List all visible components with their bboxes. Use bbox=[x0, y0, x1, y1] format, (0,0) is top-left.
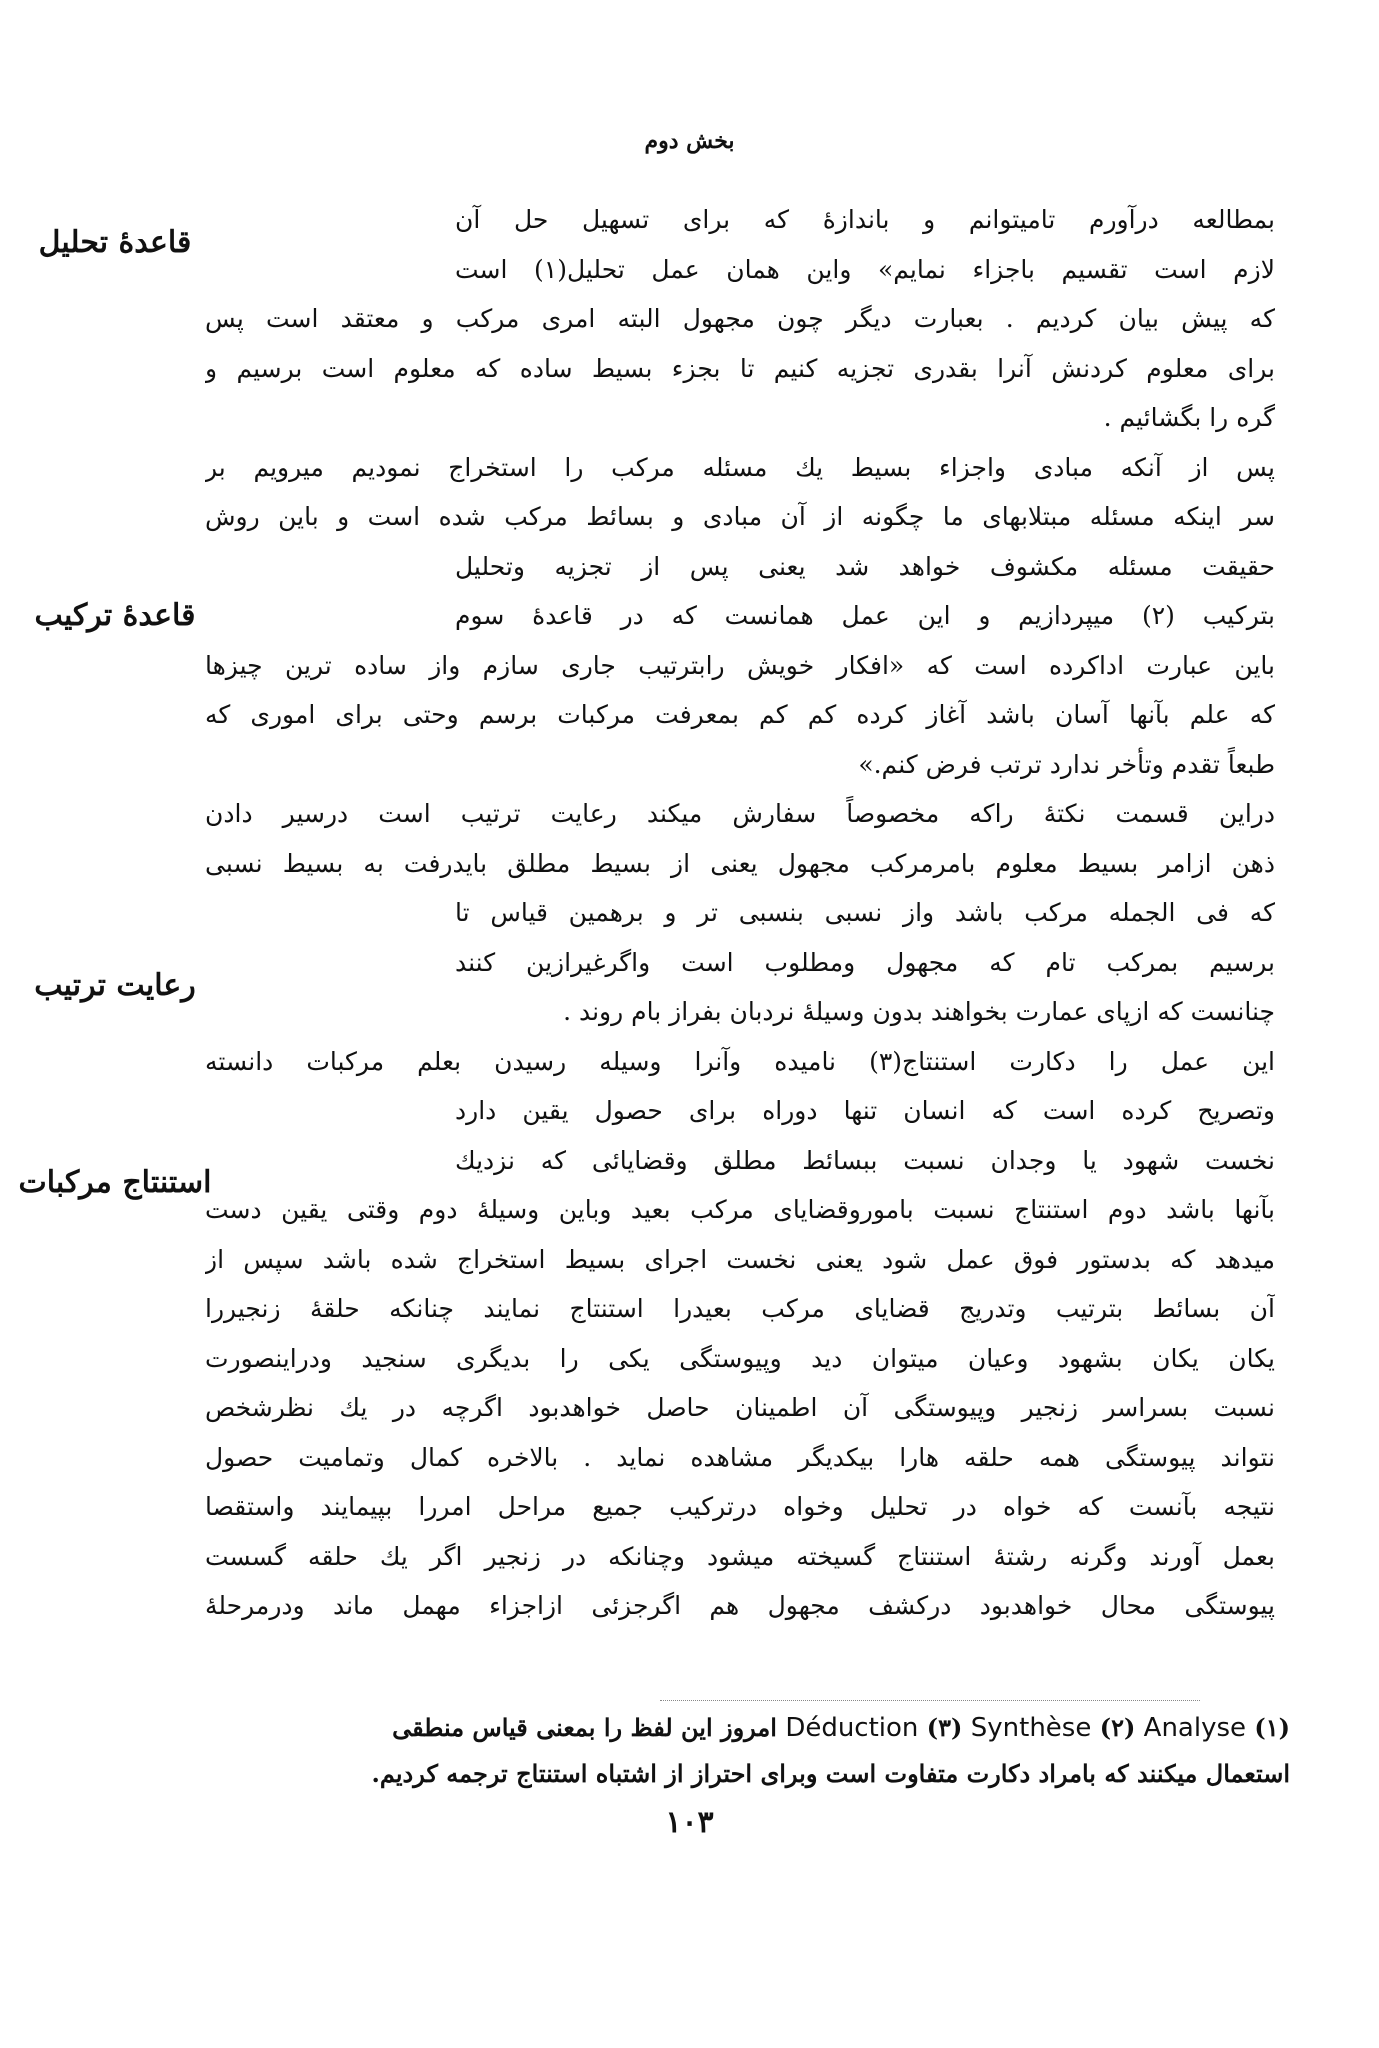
footnote-number: (۲) bbox=[1099, 1713, 1136, 1742]
text-line: آن بسائط بترتیب وتدریج قضایای مرکب بعیدرا استنتاج نمایند چنانکه حلقهٔ زنجیررا bbox=[205, 1294, 1275, 1323]
margin-heading-deduction: استنتاج مرکبات bbox=[18, 1165, 212, 1200]
footnote-number: (۱) bbox=[1254, 1713, 1290, 1742]
margin-heading-analysis: قاعدهٔ تحلیل bbox=[38, 225, 192, 260]
text-line: پیوستگی محال خواهدبود درکشف مجهول هم اگرجزئی ازاجزاء مهمل ماند ودرمرحلهٔ bbox=[205, 1591, 1275, 1620]
text-line: ذهن ازامر بسیط معلوم بامرمرکب مجهول یعنی از بسیط مطلق بایدرفت به بسیط نسبی bbox=[205, 848, 1275, 878]
text-line: بآنها باشد دوم استنتاج نسبت باموروقضایای مرکب بعید وباین وسیلهٔ دوم وقتی یقین دست bbox=[205, 1195, 1275, 1224]
text-line: که پیش بیان کردیم . بعبارت دیگر چون مجهول البته امری مرکب و معتقد است پس bbox=[205, 304, 1275, 333]
text-line: باین عبارت اداکرده است که «افکار خویش رابترتیب جاری سازم واز ساده ترین چیزها bbox=[205, 650, 1275, 680]
text-line: دراین قسمت نکتهٔ راکه مخصوصاً سفارش میکند رعایت ترتیب است درسیر دادن bbox=[205, 799, 1275, 828]
text-line: این عمل را دکارت استنتاج(۳) نامیده وآنرا وسیله رسیدن بعلم مرکبات دانسته bbox=[205, 1046, 1275, 1076]
text-line: برسیم بمرکب تام که مجهول ومطلوب است واگرغیرازین کنند bbox=[455, 947, 1275, 977]
margin-heading-order: رعایت ترتیب bbox=[34, 968, 196, 1003]
text-line: نتیجه بآنست که خواه در تحلیل وخواه درترکیب جمیع مراحل امررا بپیمایند واستقصا bbox=[205, 1492, 1275, 1521]
body-text bbox=[205, 195, 1275, 1631]
text-line: وتصریح کرده است که انسان تنها دوراه برای حصول یقین دارد bbox=[455, 1096, 1275, 1125]
text-line: حقیقت مسئله مکشوف خواهد شد یعنی پس از تجزیه وتحلیل bbox=[455, 551, 1275, 581]
text-line: نسبت بسراسر زنجیر وپیوستگی آن اطمینان حاصل خواهدبود اگرچه در یك نظرشخص bbox=[205, 1393, 1275, 1422]
footnote-line-1 bbox=[205, 1705, 1290, 1751]
text-line: یکان یکان بشهود وعیان میتوان دید وپیوستگی یکی را بدیگری سنجید ودراینصورت bbox=[205, 1343, 1275, 1373]
margin-heading-synthesis: قاعدهٔ ترکیب bbox=[34, 598, 196, 633]
text-line: لازم است تقسیم باجزاء نمایم» واین همان عمل تحلیل(۱) است bbox=[455, 254, 1275, 284]
footnote-number: (۳) bbox=[926, 1713, 963, 1742]
text-line: میدهد که بدستور فوق عمل شود یعنی نخست اجرای بسیط استخراج شده باشد سپس از bbox=[205, 1244, 1275, 1274]
footnote-term: Déduction bbox=[785, 1713, 919, 1743]
footnote-text: امروز این لفظ را بمعنی قیاس منطقی bbox=[392, 1713, 777, 1742]
footnote-term: Synthèse bbox=[970, 1713, 1092, 1743]
text-line: برای معلوم کردنش آنرا بقدری تجزیه کنیم تا بجزء بسیط ساده که معلوم است برسیم و bbox=[205, 353, 1275, 383]
page-number: ۱۰۳ bbox=[665, 1805, 714, 1840]
text-line: طبعاً تقدم وتأخر ندارد ترتب فرض کنم.» bbox=[858, 749, 1275, 779]
footnote-divider bbox=[660, 1700, 1200, 1701]
footnotes bbox=[205, 1705, 1290, 1797]
text-line: که علم بآنها آسان باشد آغاز کرده کم کم بمعرفت مرکبات برسم وحتی برای اموری که bbox=[205, 700, 1275, 729]
text-line: سر اینکه مسئله مبتلابهای ما چگونه از آن مبادی و بسائط مرکب شده است و باین روش bbox=[205, 502, 1275, 531]
text-line: نخست شهود یا وجدان نسبت ببسائط مطلق وقضایائی که نزدیك bbox=[455, 1145, 1275, 1175]
text-line: پس از آنکه مبادی واجزاء بسیط یك مسئله مرکب را استخراج نمودیم میرویم بر bbox=[205, 452, 1275, 482]
footnote-line-2: استعمال میکنند که بامراد دکارت متفاوت است وبرای احتراز از اشتباه استنتاج ترجمه کردیم. bbox=[371, 1759, 1290, 1788]
text-line: چنانست که ازپای عمارت بخواهند بدون وسیلهٔ نردبان بفراز بام روند . bbox=[563, 997, 1275, 1026]
text-line: نتواند پیوستگی همه حلقه هارا بیکدیگر مشاهده نماید . بالاخره کمال وتمامیت حصول bbox=[205, 1442, 1275, 1472]
text-line: بمطالعه درآورم تامیتوانم و باندازهٔ که برای تسهیل حل آن bbox=[455, 205, 1275, 234]
text-line: بعمل آورند وگرنه رشتهٔ استنتاج گسیخته میشود وچنانکه در زنجیر اگر یك حلقه گسست bbox=[205, 1541, 1275, 1571]
footnote-term: Analyse bbox=[1143, 1713, 1247, 1743]
text-line: بترکیب (۲) میپردازیم و این عمل همانست که در قاعدهٔ سوم bbox=[455, 601, 1275, 630]
text-line: که فی الجمله مرکب باشد واز نسبی بنسبی تر و برهمین قیاس تا bbox=[455, 898, 1275, 927]
text-line: گره را بگشائیم . bbox=[1103, 403, 1275, 432]
running-head: بخش دوم bbox=[644, 128, 735, 154]
